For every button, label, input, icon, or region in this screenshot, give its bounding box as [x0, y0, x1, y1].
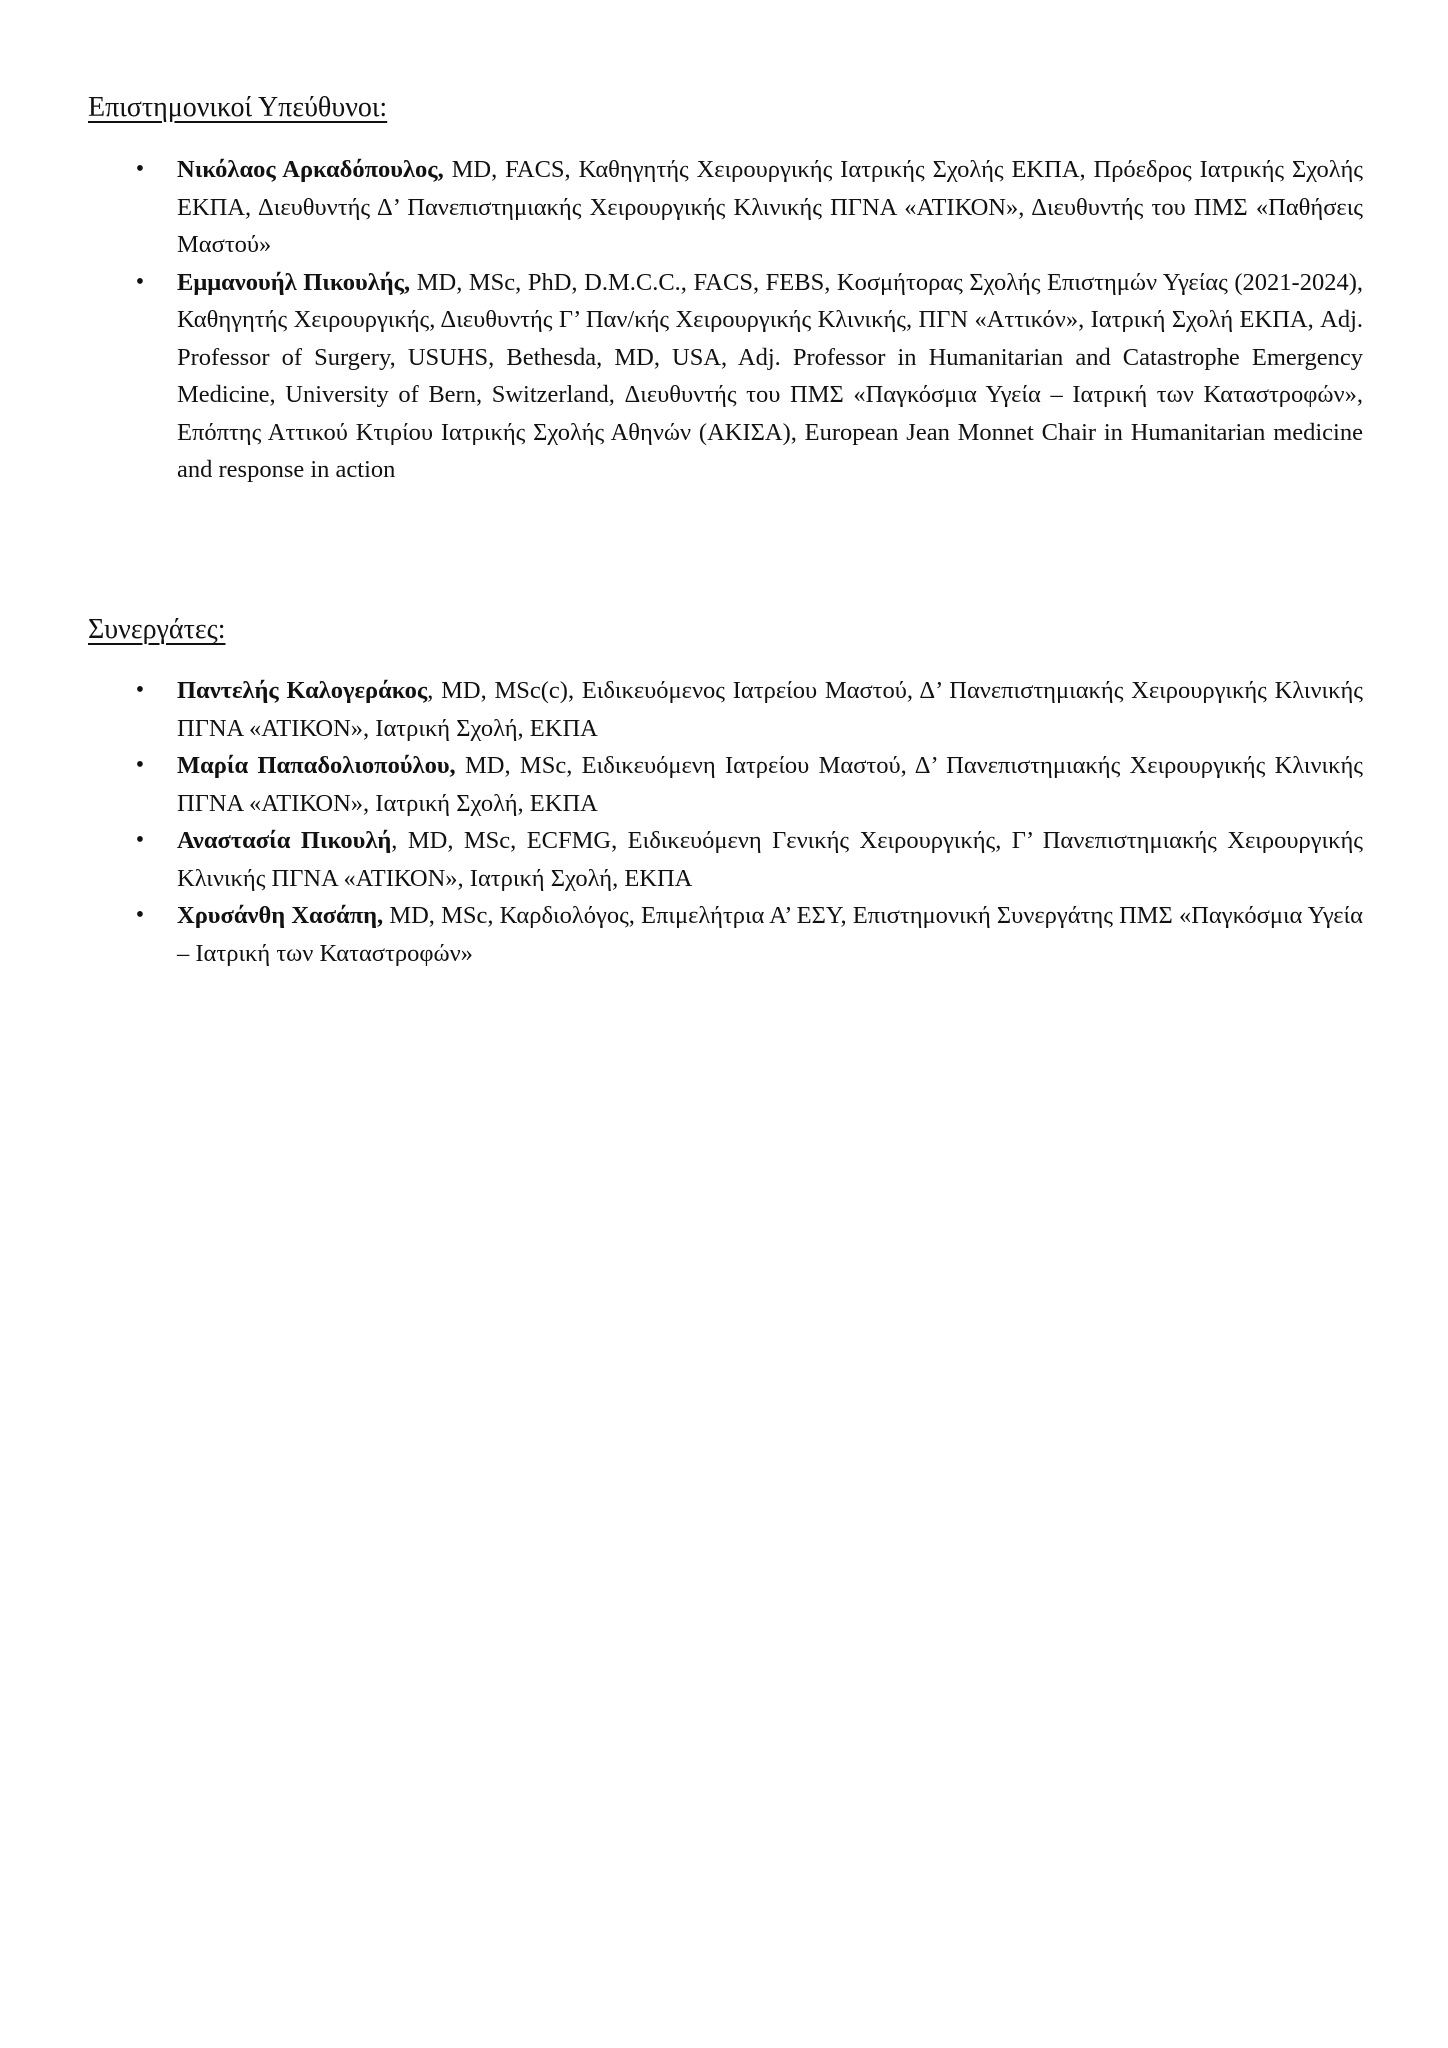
bullet-icon: • [135, 677, 145, 703]
person-description: MD, FACS, Καθηγητής Χειρουργικής Ιατρικής Σχολής ΕΚΠΑ, Πρόεδρος Ιατρικής Σχολής ΕΚΠΑ, Διευθυντής Δ’ Πανεπιστημιακής Χειρουργικής Κλινικής ΠΓΝΑ «ΑΤΙΚΟΝ», Διευθυντής του ΠΜΣ «Παθήσεις Μαστού» [177, 156, 1363, 258]
section-heading-scientific-supervisors: Επιστημονικοί Υπεύθυνοι: [88, 92, 388, 123]
bullet-icon: • [135, 827, 145, 853]
collaborators-list [130, 672, 1363, 972]
person-name: Χρυσάνθη Χασάπη, [177, 902, 384, 929]
person-description: MD, MSc, Ειδικευόμενη Ιατρείου Μαστού, Δ’ Πανεπιστημιακής Χειρουργικής Κλινικής ΠΓΝΑ «ΑΤΙΚΟΝ», Ιατρική Σχολή, ΕΚΠΑ [177, 752, 1363, 817]
bullet-icon: • [135, 752, 145, 778]
person-name: Εμμανουήλ Πικουλής, [177, 268, 411, 296]
person-name: Νικόλαος Αρκαδόπουλος, [177, 156, 444, 183]
list-item [130, 897, 1363, 972]
person-description: MD, MSc, PhD, D.M.C.C., FACS, FEBS, Κοσμήτορας Σχολής Επιστημών Υγείας (2021-2024), Καθηγητής Χειρουργικής, Διευθυντής Γ’ Παν/κής Χειρουργικής Κλινικής, ΠΓΝ «Αττικόν», Ιατρική Σχολή ΕΚΠΑ, Adj. Professor of Surgery, USUHS, Bethesda, MD, USA, Adj. Professor in Humanitarian and Catastrophe Emergency Medicine, University of Bern, Switzerland, Διευθυντής του ΠΜΣ «Παγκόσμια Υγεία – Ιατρική των Καταστροφών», Επόπτης Αττικού Κτιρίου Ιατρικής Σχολής Αθηνών (ΑΚΙΣΑ), European Jean Monnet Chair in Humanitarian medicine and response in action [177, 268, 1363, 483]
list-item [130, 151, 1363, 264]
section-heading-collaborators: Συνεργάτες: [88, 614, 226, 645]
person-description: , MD, MSc(c), Ειδικευόμενος Ιατρείου Μαστού, Δ’ Πανεπιστημιακής Χειρουργικής Κλινικής ΠΓΝΑ «ΑΤΙΚΟΝ», Ιατρική Σχολή, ΕΚΠΑ [177, 677, 1363, 742]
scientific-supervisors-list [130, 151, 1363, 489]
list-item [130, 264, 1363, 489]
person-name: Παντελής Καλογεράκος [177, 677, 428, 704]
bullet-icon: • [135, 268, 145, 295]
bullet-icon: • [135, 156, 145, 182]
list-item [130, 747, 1363, 822]
list-item [130, 822, 1363, 897]
person-description: , MD, MSc, ECFMG, Ειδικευόμενη Γενικής Χειρουργικής, Γ’ Πανεπιστημιακής Χειρουργικής Κλινικής ΠΓΝΑ «ΑΤΙΚΟΝ», Ιατρική Σχολή, ΕΚΠΑ [177, 827, 1363, 892]
person-name: Αναστασία Πικουλή [177, 827, 392, 854]
person-description: MD, MSc, Καρδιολόγος, Επιμελήτρια Α’ ΕΣΥ, Επιστημονική Συνεργάτης ΠΜΣ «Παγκόσμια Υγεία – Ιατρική των Καταστροφών» [177, 902, 1363, 967]
person-name: Μαρία Παπαδολιοπούλου, [177, 752, 456, 779]
list-item [130, 672, 1363, 747]
bullet-icon: • [135, 902, 145, 928]
